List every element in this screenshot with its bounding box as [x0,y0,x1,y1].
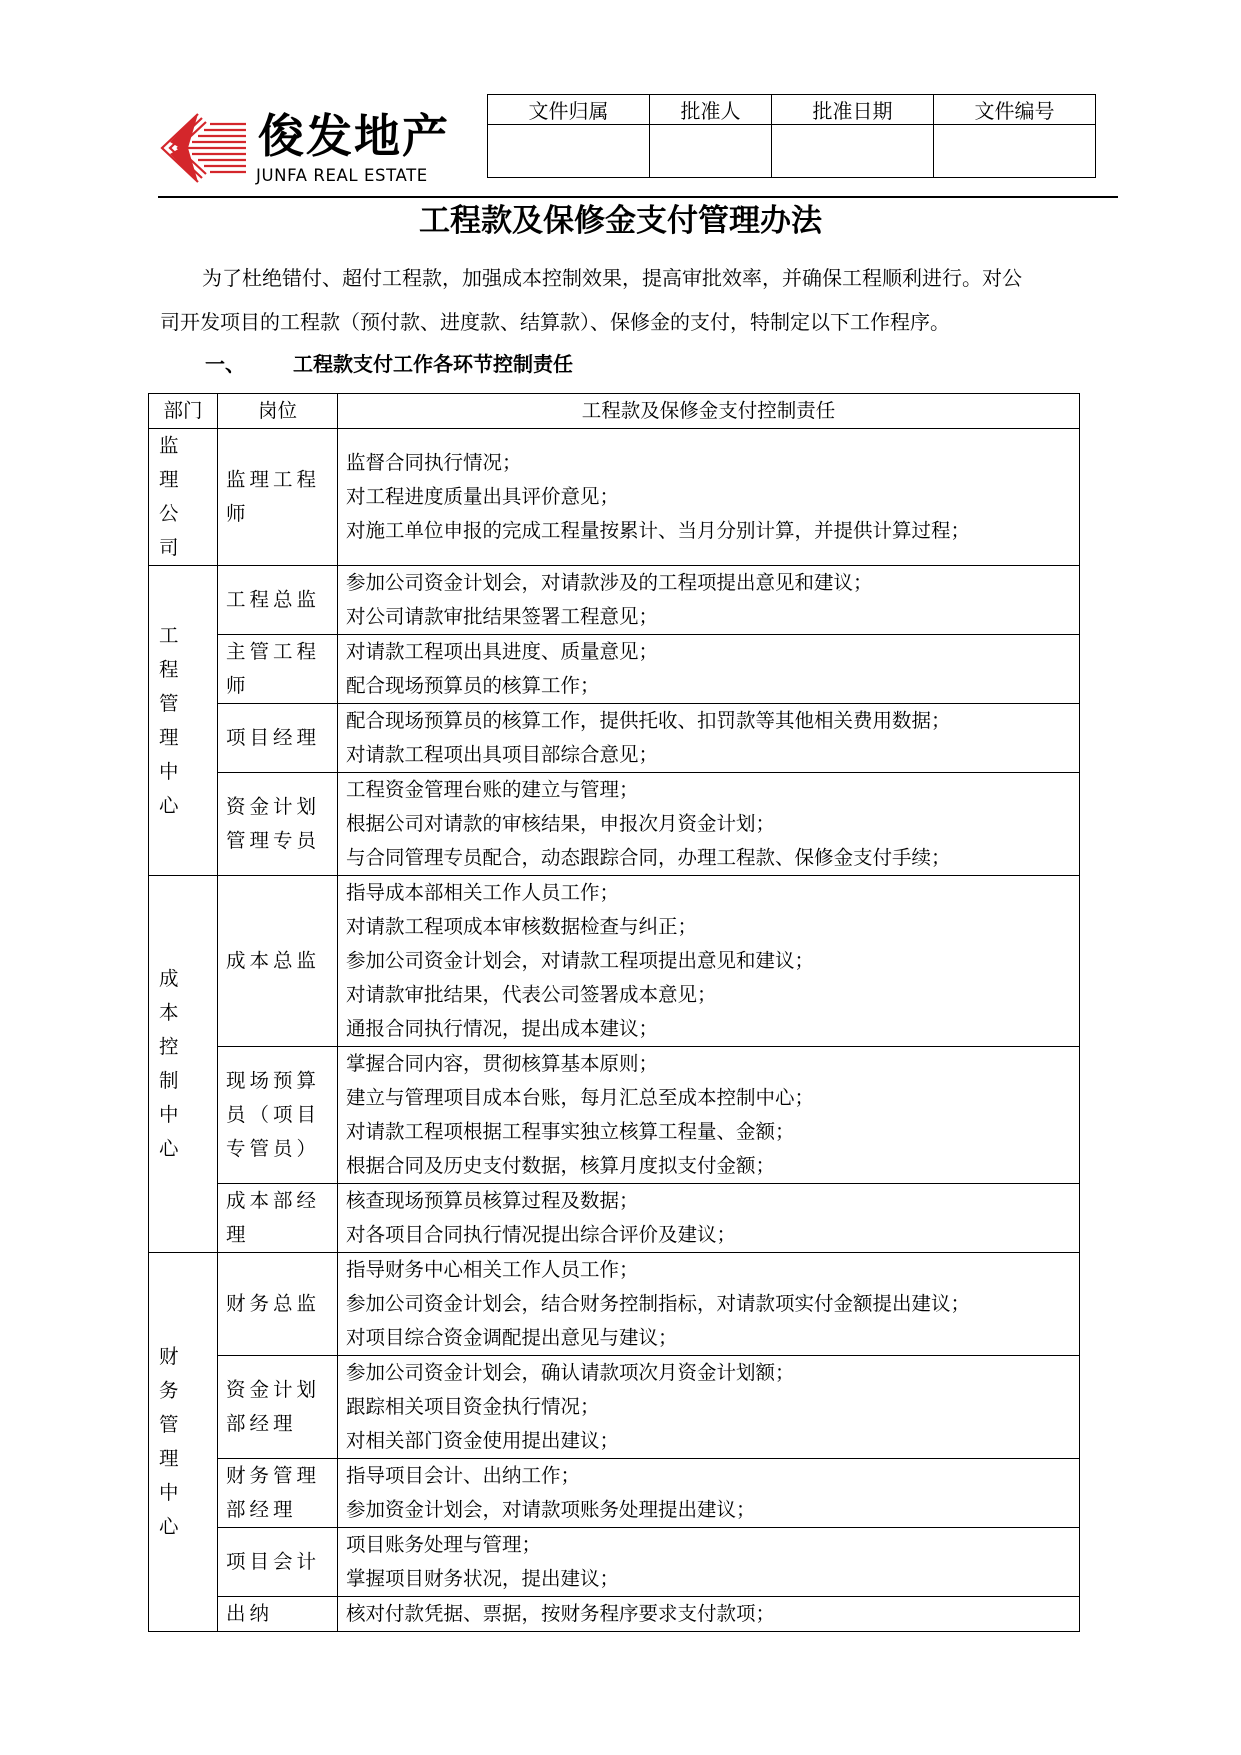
position-cell: 成本总监 [218,876,338,1047]
duty-line: 对请款工程项出具进度、质量意见； [346,640,659,663]
meta-value-doc-number [934,125,1096,178]
duty-line: 指导成本部相关工作人员工作； [346,881,620,904]
duty-line: 通报合同执行情况，提出成本建议； [346,1017,659,1040]
department-cell: 财务管理中心 [149,1253,218,1632]
responsibility-cell [338,1047,1080,1184]
duty-line: 监督合同执行情况； [346,451,522,474]
meta-header-approval-date: 批准日期 [772,95,934,125]
intro-line: 司开发项目的工程款（预付款、进度款、结算款）、保修金的支付，特制定以下工作程序。 [160,310,950,334]
meta-header-ownership: 文件归属 [488,95,650,125]
duty-line: 核查现场预算员核算过程及数据； [346,1189,639,1212]
table-row [149,1528,1080,1597]
duty-line: 建立与管理项目成本台账，每月汇总至成本控制中心； [346,1086,815,1109]
position-cell: 财务总监 [218,1253,338,1356]
duty-line: 对施工单位申报的完成工程量按累计、当月分别计算，并提供计算过程； [346,519,971,542]
header-responsibility: 工程款及保修金支付控制责任 [338,394,1080,429]
section-heading [205,350,573,378]
duty-line: 与合同管理专员配合，动态跟踪合同，办理工程款、保修金支付手续； [346,846,951,869]
responsibility-cell [338,1184,1080,1253]
responsibility-cell [338,876,1080,1047]
duty-line: 对工程进度质量出具评价意见； [346,485,620,508]
table-row [149,566,1080,635]
table-header-row [149,394,1080,429]
department-cell: 工程管理中心 [149,566,218,876]
responsibility-cell [338,635,1080,704]
junfa-logo-icon [158,110,250,186]
duty-line: 参加公司资金计划会，确认请款项次月资金计划额； [346,1361,795,1384]
duty-line: 对各项目合同执行情况提出综合评价及建议； [346,1223,737,1246]
table-row [149,1047,1080,1184]
duty-line: 跟踪相关项目资金执行情况； [346,1395,600,1418]
company-logo [158,110,458,186]
duty-line: 配合现场预算员的核算工作，提供托收、扣罚款等其他相关费用数据； [346,709,951,732]
duty-line: 对项目综合资金调配提出意见与建议； [346,1326,678,1349]
department-cell: 成本控制中心 [149,876,218,1253]
table-row [149,429,1080,566]
responsibility-cell [338,704,1080,773]
table-row [149,876,1080,1047]
position-cell: 资金计划部经理 [218,1356,338,1459]
responsibility-cell [338,1459,1080,1528]
meta-value-approver [650,125,772,178]
duty-line: 配合现场预算员的核算工作； [346,674,600,697]
duty-line: 掌握项目财务状况，提出建议； [346,1567,620,1590]
meta-value-ownership [488,125,650,178]
duty-line: 参加公司资金计划会，结合财务控制指标，对请款项实付金额提出建议； [346,1292,971,1315]
duty-line: 指导项目会计、出纳工作； [346,1464,581,1487]
position-cell: 项目经理 [218,704,338,773]
duty-line: 根据合同及历史支付数据，核算月度拟支付金额； [346,1154,776,1177]
meta-header-approver: 批准人 [650,95,772,125]
document-title: 工程款及保修金支付管理办法 [419,203,822,239]
meta-value-approval-date [772,125,934,178]
duty-line: 对公司请款审批结果签署工程意见； [346,605,659,628]
duty-line: 指导财务中心相关工作人员工作； [346,1258,639,1281]
header-department: 部门 [149,394,218,429]
table-row [149,1253,1080,1356]
position-cell: 现场预算员（项目专管员） [218,1047,338,1184]
responsibility-table [148,393,1080,1632]
intro-paragraph [160,256,1120,344]
intro-line: 为了杜绝错付、超付工程款，加强成本控制效果，提高审批效率，并确保工程顺利进行。对公 [202,266,1022,290]
responsibility-cell [338,566,1080,635]
table-row [149,704,1080,773]
duty-line: 参加公司资金计划会，对请款工程项提出意见和建议； [346,949,815,972]
position-cell: 主管工程师 [218,635,338,704]
responsibility-cell [338,1253,1080,1356]
duty-line: 对请款审批结果，代表公司签署成本意见； [346,983,717,1006]
duty-line: 工程资金管理台账的建立与管理； [346,778,639,801]
document-meta-table [487,94,1096,178]
duty-line: 对请款工程项根据工程事实独立核算工程量、金额； [346,1120,795,1143]
duty-line: 对相关部门资金使用提出建议； [346,1429,620,1452]
duty-line: 掌握合同内容，贯彻核算基本原则； [346,1052,659,1075]
table-row [149,1184,1080,1253]
responsibility-cell [338,1356,1080,1459]
position-cell: 财务管理部经理 [218,1459,338,1528]
duty-line: 项目账务处理与管理； [346,1533,542,1556]
position-cell: 出纳 [218,1597,338,1632]
table-row [149,1597,1080,1632]
position-cell: 项目会计 [218,1528,338,1597]
table-row [149,773,1080,876]
position-cell: 资金计划管理专员 [218,773,338,876]
section-number: 一、 [205,352,245,376]
duty-line: 对请款工程项成本审核数据检查与纠正； [346,915,698,938]
table-row [149,1459,1080,1528]
duty-line: 核对付款凭据、票据，按财务程序要求支付款项； [346,1602,776,1625]
department-cell: 监理公司 [149,429,218,566]
duty-line: 参加资金计划会，对请款项账务处理提出建议； [346,1498,756,1521]
responsibility-cell [338,1597,1080,1632]
duty-line: 根据公司对请款的审核结果，申报次月资金计划； [346,812,776,835]
position-cell: 工程总监 [218,566,338,635]
duty-line: 对请款工程项出具项目部综合意见； [346,743,659,766]
logo-text-cn: 俊发地产 [258,109,450,163]
header-position: 岗位 [218,394,338,429]
responsibility-cell [338,429,1080,566]
logo-text-en: JUNFA REAL ESTATE [256,166,428,185]
responsibility-cell [338,1528,1080,1597]
meta-header-doc-number: 文件编号 [934,95,1096,125]
responsibility-cell [338,773,1080,876]
table-row [149,635,1080,704]
duty-line: 参加公司资金计划会，对请款涉及的工程项提出意见和建议； [346,571,873,594]
position-cell: 监理工程师 [218,429,338,566]
position-cell: 成本部经理 [218,1184,338,1253]
table-row [149,1356,1080,1459]
section-title: 工程款支付工作各环节控制责任 [293,352,573,376]
